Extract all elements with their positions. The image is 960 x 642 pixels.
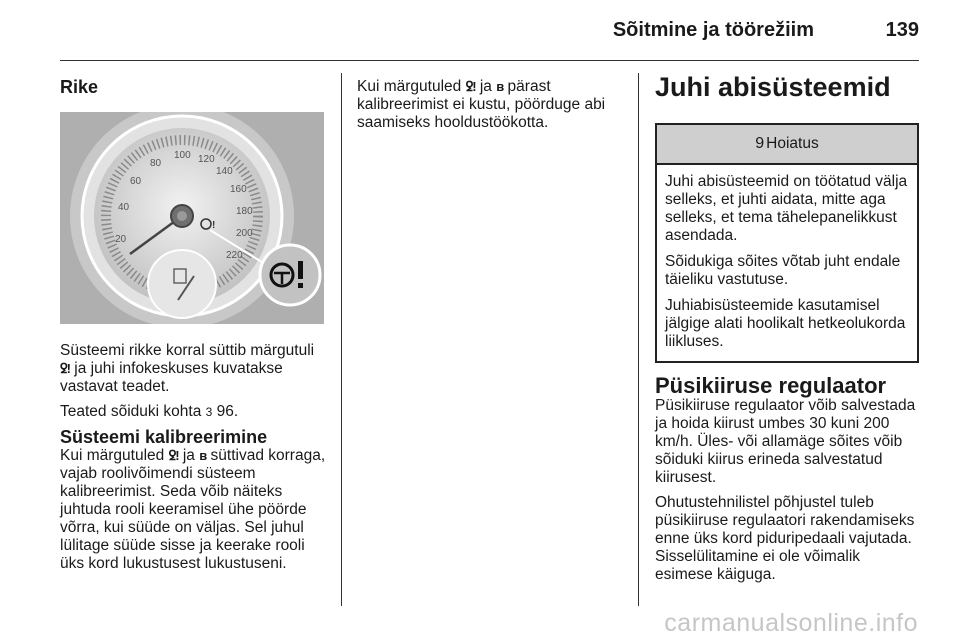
- instrument-cluster-illustration: [60, 112, 324, 324]
- page-reference-arrow-icon: 3: [205, 405, 213, 419]
- paragraph-vehicle-messages: Teated sõiduki kohta 3 96.: [60, 403, 239, 420]
- callout-circle: [260, 245, 320, 305]
- speed-label: 120: [198, 154, 215, 165]
- paragraph-malfunction: Süsteemi rikke korral süttib märgutuli ꝿ! ja juhi infokeskuses kuvatakse vastavat teadet.: [60, 342, 315, 395]
- speed-label: 200: [236, 228, 253, 239]
- section-heading-driver-assistance: Juhi abisüsteemid: [655, 72, 891, 102]
- section-heading-rike: Rike: [60, 77, 99, 97]
- watermark: carmanualsonline.info: [664, 609, 918, 637]
- svg-text:!: !: [212, 220, 216, 231]
- paragraph-service-workshop: Kui märgutuled ꝿ! ja ʙ pärast kalibreerimist ei kustu, pöörduge abi saamiseks hooldustöökotta.: [357, 78, 606, 131]
- steering-warning-symbol: ꝿ!: [168, 448, 179, 463]
- speed-label: 220: [226, 250, 243, 261]
- page-reference-link[interactable]: 96.: [216, 403, 239, 420]
- warning-box: [655, 123, 919, 363]
- section-heading-calibration: Süsteemi kalibreerimine: [60, 427, 268, 447]
- warning-paragraph: Sõidukiga sõites võtab juht endale täieliku vastutuse.: [665, 253, 901, 288]
- warning-paragraph: Juhiabisüsteemide kasutamisel jälgige alati hoolikalt hetkeolukorda liikluses.: [665, 297, 906, 350]
- speed-label: 140: [216, 166, 233, 177]
- warning-paragraph: Juhi abisüsteemid on töötatud välja selleks, et juhti aidata, mitte aga selleks, et tema tähelepanelikkust asendada.: [665, 173, 908, 244]
- steering-warning-symbol: ꝿ!: [60, 361, 70, 376]
- left-column: [60, 78, 328, 580]
- column-divider-right: [638, 73, 639, 606]
- paragraph-cruise-control: Püsikiiruse regulaator võib salvestada ja hoida kiirust umbes 30 kuni 200 km/h. Üles- või allamäge sõites võib sõiduki kiirus erineda salvestatud kiirusest.: [655, 397, 916, 486]
- page-header-title: Sõitmine ja töörežiim: [612, 19, 814, 41]
- header-divider: [60, 60, 919, 61]
- warning-triangle-icon: 9: [755, 135, 765, 152]
- middle-column: [357, 78, 625, 139]
- power-steering-symbol: ʙ: [496, 79, 504, 94]
- speed-label: 160: [230, 184, 247, 195]
- steering-warning-symbol: ꝿ!: [465, 79, 476, 94]
- page-number: 139: [885, 19, 919, 41]
- power-steering-symbol: ʙ: [199, 448, 207, 463]
- paragraph-calibration: Kui märgutuled ꝿ! ja ʙ süttivad korraga, vajab roolivõimendi süsteem kalibreerimist. Seda võib näiteks juhtuda rooli keeramisel ühe pöörde võrra, kui süüde on väljas. Sel juhul lülitage süüde sisse ja keerake rooli üks kord lukustusest lukustuseni.: [60, 447, 326, 572]
- speed-label: 100: [174, 150, 191, 161]
- right-column: [655, 72, 919, 608]
- warning-box-header: [657, 125, 917, 165]
- speed-label: 20: [115, 234, 127, 245]
- fuel-gauge: [148, 250, 216, 318]
- speed-label: 60: [130, 176, 142, 187]
- speed-label: 80: [150, 158, 162, 169]
- section-heading-cruise-control: Püsikiiruse regulaator: [655, 373, 887, 398]
- warning-title: Hoiatus: [766, 135, 819, 152]
- column-divider-left: [341, 73, 342, 606]
- speed-label: 40: [118, 202, 130, 213]
- warning-box-body: [657, 165, 917, 361]
- paragraph-cruise-safety: Ohutustehnilistel põhjustel tuleb püsikiiruse regulaatori rakendamiseks enne üks kord piduripedaali vajutada. Sisselülitamine ei ole võimalik esimese käiguga.: [655, 494, 915, 583]
- speed-label: 180: [236, 206, 253, 217]
